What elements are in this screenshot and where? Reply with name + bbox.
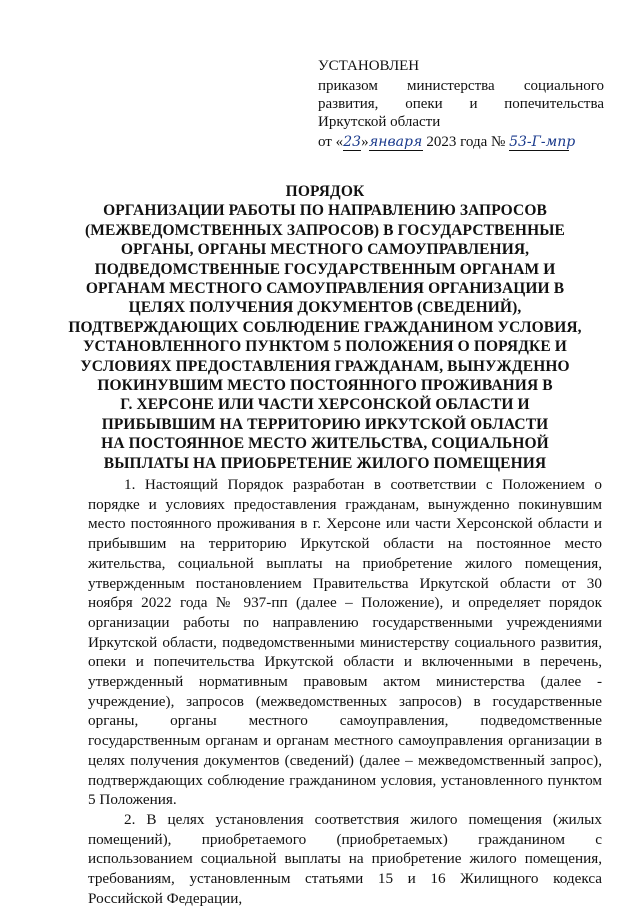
document-body xyxy=(88,475,602,908)
handwritten-day: 23 xyxy=(343,134,362,150)
date-suffix: 2023 года № xyxy=(426,134,506,150)
heading-line: УСЛОВИЯХ ПРЕДОСТАВЛЕНИЯ ГРАЖДАНАМ, ВЫНУЖДЕННО xyxy=(80,357,570,375)
heading-line: УСТАНОВЛЕННОГО ПУНКТОМ 5 ПОЛОЖЕНИЯ О ПОРЯДКЕ И xyxy=(83,338,567,356)
approval-line-1: приказом министерства социального xyxy=(318,78,604,94)
paragraph-1: 1. Настоящий Порядок разработан в соответствии с Положением о порядке и условиях предоставления гражданам, вынужденно покинувшим место постоянного проживания в г. Херсоне или части Херсонской области и прибывшим на территорию Иркутской области на постоянное место жительства, социальной выплаты на приобретение жилого помещения, утвержденным постановлением Правительства Иркутской области от 30 ноября 2022 года № 937-пп (далее – Положение), и определяет порядок организации работы по направлению государственными учреждениями Иркутской области, подведомственными министерству социального развития, опеки и попечительства Иркутской области и включенными в перечень, утвержденный нормативным правовым актом министерства (далее - учреждение), запросов (межведомственных запросов) в государственные органы, органы местного самоуправления, подведомственные государственным органам и органам местного самоуправления организации в целях получения документов (сведений) (далее – межведомственный запрос), подтверждающих соблюдение гражданином условия, установленного пунктом 5 Положения. xyxy=(88,476,602,809)
heading-line: НА ПОСТОЯННОЕ МЕСТО ЖИТЕЛЬСТВА, СОЦИАЛЬНОЙ xyxy=(101,435,549,453)
heading-title: ПОРЯДОК xyxy=(285,183,365,200)
heading-line: ОРГАНЫ, ОРГАНЫ МЕСТНОГО САМОУПРАВЛЕНИЯ, xyxy=(120,241,530,259)
paragraph-2: 2. В целях установления соответствия жилого помещения (жилых помещений), приобретаемого (приобретаемых) гражданином с использованием социальной выплаты на приобретение жилого помещения, требованиям, установленным статьями 15 и 16 Жилищного кодекса Российской Федерации, xyxy=(88,810,602,907)
heading-line: ВЫПЛАТЫ НА ПРИОБРЕТЕНИЕ ЖИЛОГО ПОМЕЩЕНИЯ xyxy=(103,454,547,472)
date-mid: » xyxy=(361,134,369,150)
heading-line: ПРИБЫВШИМ НА ТЕРРИТОРИЮ ИРКУТСКОЙ ОБЛАСТИ xyxy=(101,415,549,433)
heading-line: ОРГАНАМ МЕСТНОГО САМОУПРАВЛЕНИЯ ОРГАНИЗАЦИИ В xyxy=(85,280,565,298)
heading-line: ЦЕЛЯХ ПОЛУЧЕНИЯ ДОКУМЕНТОВ (СВЕДЕНИЙ), xyxy=(128,299,522,317)
heading-line: Г. ХЕРСОНЕ ИЛИ ЧАСТИ ХЕРСОНСКОЙ ОБЛАСТИ И xyxy=(120,396,530,414)
heading-line: ПОДВЕДОМСТВЕННЫЕ ГОСУДАРСТВЕННЫМ ОРГАНАМ И xyxy=(94,260,556,278)
heading-line: (МЕЖВЕДОМСТВЕННЫХ ЗАПРОСОВ) В ГОСУДАРСТВЕННЫЕ xyxy=(84,221,565,239)
approval-date-line xyxy=(318,133,604,151)
handwritten-month: января xyxy=(369,134,423,150)
date-prefix: от « xyxy=(318,134,344,150)
approval-line-2: развития, опеки и попечительства xyxy=(318,96,604,112)
approval-block xyxy=(318,57,604,151)
approval-title: УСТАНОВЛЕН xyxy=(318,58,420,74)
heading-line: ПОКИНУВШИМ МЕСТО ПОСТОЯННОГО ПРОЖИВАНИЯ В xyxy=(97,377,553,395)
handwritten-number: 53-Г-мпр xyxy=(509,134,576,150)
approval-line-3: Иркутской области xyxy=(318,114,441,130)
heading-line: ОРГАНИЗАЦИИ РАБОТЫ ПО НАПРАВЛЕНИЮ ЗАПРОСОВ xyxy=(103,202,547,220)
heading-line: ПОДТВЕРЖДАЮЩИХ СОБЛЮДЕНИЕ ГРАЖДАНИНОМ УСЛОВИЯ, xyxy=(68,318,582,336)
document-heading xyxy=(60,182,590,473)
